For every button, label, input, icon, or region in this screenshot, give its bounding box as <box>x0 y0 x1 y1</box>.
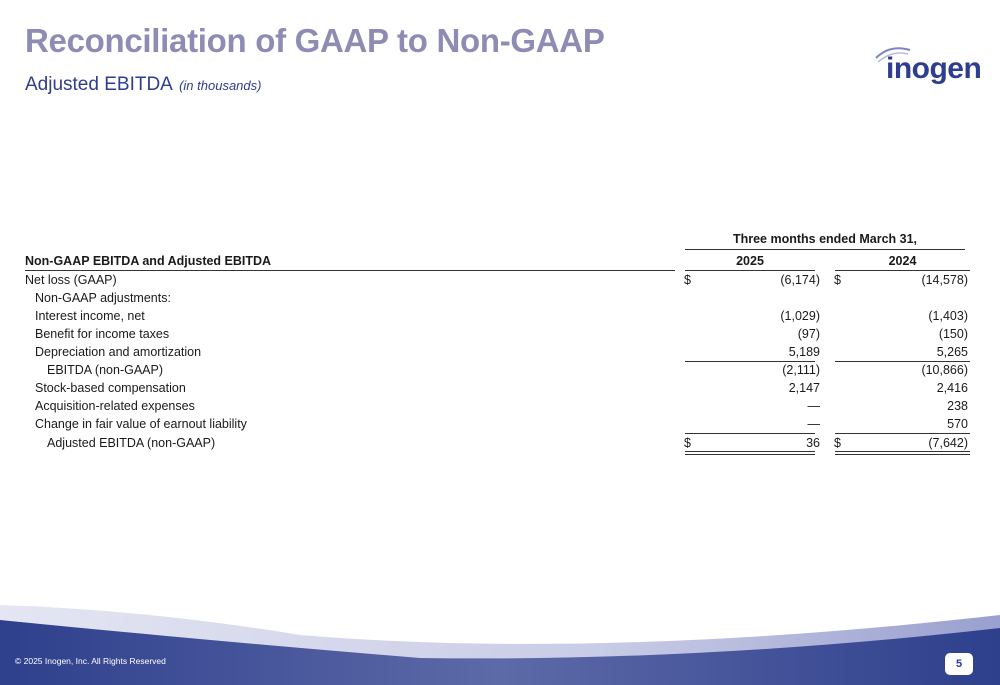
subtitle-note: (in thousands) <box>179 78 262 93</box>
row-label: Interest income, net <box>35 309 145 323</box>
value-2024: (14,578) <box>921 273 968 287</box>
row-label: EBITDA (non-GAAP) <box>47 363 164 377</box>
col-2025-header: 2025 <box>736 254 764 268</box>
value-2024: 570 <box>947 417 968 431</box>
row-label: Non-GAAP adjustments: <box>35 291 171 305</box>
currency-symbol: $ <box>684 273 691 287</box>
row-label: Depreciation and amortization <box>35 345 202 359</box>
period-header: Three months ended March 31, <box>732 232 918 246</box>
subtitle-main: Adjusted EBITDA <box>25 74 172 95</box>
currency-symbol: $ <box>684 436 691 450</box>
inogen-logo <box>870 42 980 92</box>
value-2024: (150) <box>938 327 968 341</box>
table-row-net-loss <box>25 271 970 289</box>
footer-wave-graphic <box>0 590 1000 685</box>
table-row-adjustments-header <box>25 289 970 307</box>
row-label: Net loss (GAAP) <box>25 273 117 287</box>
period-header-underline <box>685 249 965 250</box>
row-label: Change in fair value of earnout liability <box>35 417 247 431</box>
value-2025: (97) <box>797 327 820 341</box>
value-2025: 5,189 <box>788 345 820 359</box>
table-row-stock-comp <box>25 379 970 397</box>
value-2025: — <box>807 399 820 413</box>
copyright-text: © 2025 Inogen, Inc. All Rights Reserved <box>15 656 166 666</box>
table-row-ebitda <box>25 361 970 379</box>
value-2025: 2,147 <box>788 381 820 395</box>
page-number-badge: 5 <box>945 653 973 675</box>
page-subtitle <box>25 74 261 96</box>
column-header-row <box>25 252 970 270</box>
table-row-income-taxes <box>25 325 970 343</box>
col-2024-header: 2024 <box>888 254 917 268</box>
value-2025: (1,029) <box>780 309 820 323</box>
value-2024: 5,265 <box>936 345 968 359</box>
value-2025: 36 <box>806 436 820 450</box>
row-label: Adjusted EBITDA (non-GAAP) <box>47 436 216 450</box>
table-row-earnout <box>25 415 970 433</box>
row-label: Benefit for income taxes <box>35 327 170 341</box>
value-2024: 238 <box>947 399 968 413</box>
row-label: Stock-based compensation <box>35 381 186 395</box>
value-2024: (10,866) <box>921 363 968 377</box>
double-underline-2024 <box>835 451 970 455</box>
page-title: Reconciliation of GAAP to Non-GAAP <box>25 22 605 59</box>
value-2025: — <box>807 417 820 431</box>
value-2025: (6,174) <box>780 273 820 287</box>
double-underline-2025 <box>685 451 815 455</box>
value-2024: (7,642) <box>928 436 968 450</box>
table-row-acquisition <box>25 397 970 415</box>
value-2025: (2,111) <box>782 363 820 377</box>
period-header-row <box>25 230 970 248</box>
currency-symbol: $ <box>834 273 841 287</box>
value-2024: 2,416 <box>936 381 968 395</box>
currency-symbol: $ <box>834 436 841 450</box>
section-label: Non-GAAP EBITDA and Adjusted EBITDA <box>25 254 272 268</box>
table-row-interest-income <box>25 307 970 325</box>
row-label: Acquisition-related expenses <box>35 399 195 413</box>
table-row-adjusted-ebitda <box>25 434 970 452</box>
value-2024: (1,403) <box>928 309 968 323</box>
table-row-depreciation <box>25 343 970 361</box>
logo-wordmark: inogen <box>886 52 982 85</box>
